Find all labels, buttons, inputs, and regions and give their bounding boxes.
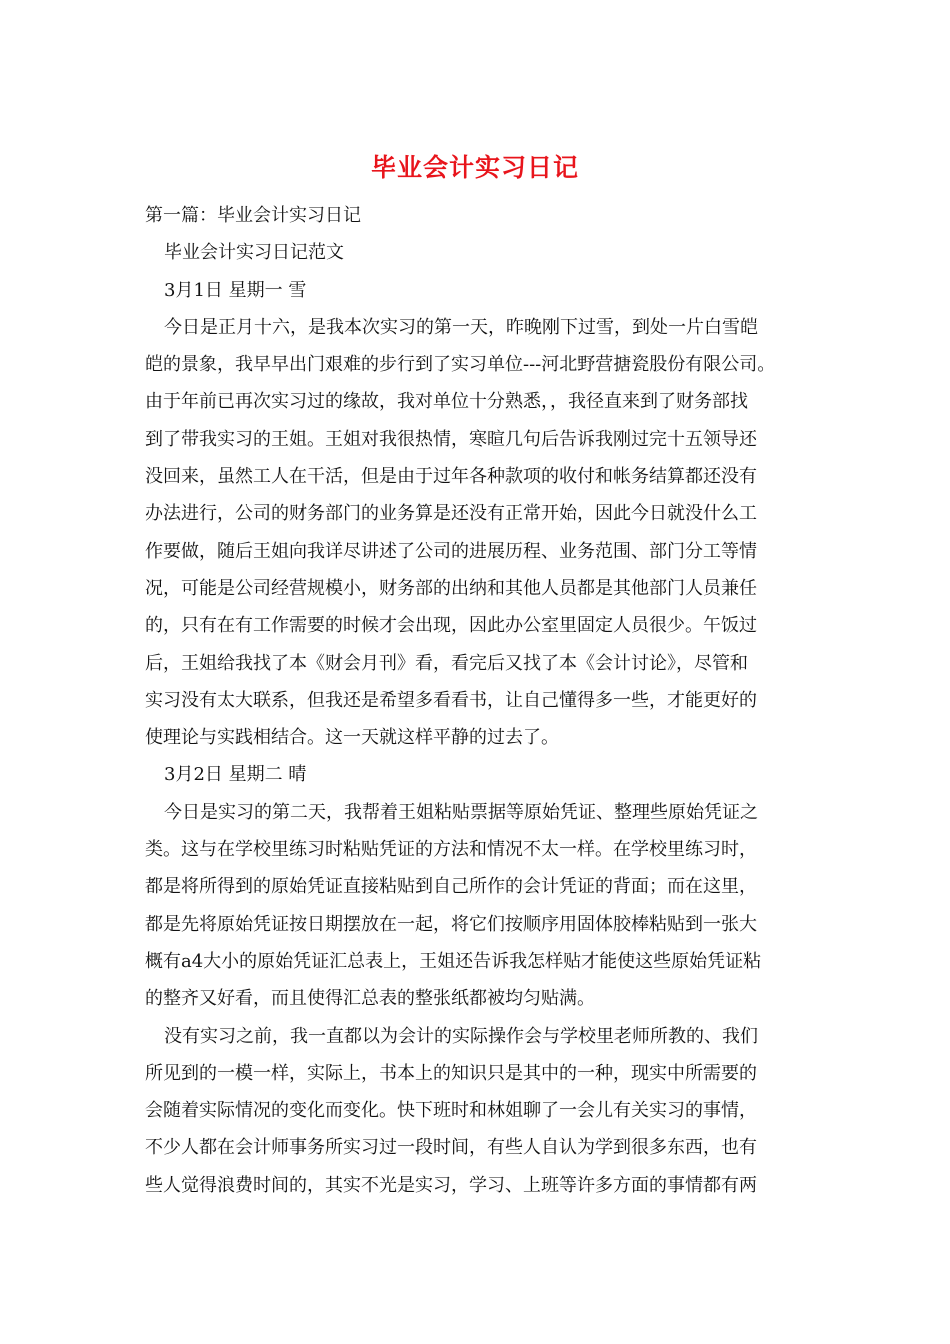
text-line: 今日是正月十六，是我本次实习的第一天，昨晚刚下过雪，到处一片白雪皑	[164, 316, 758, 338]
text-line: 办法进行，公司的财务部门的业务算是还没有正常开始，因此今日就没什么工	[145, 503, 757, 525]
text-line: 皑的景象，我早早出门艰难的步行到了实习单位---河北野营搪瓷股份有限公司。	[145, 354, 776, 376]
text-line: 3月2日 星期二 晴	[164, 764, 307, 786]
text-line: 没回来，虽然工人在干活，但是由于过年各种款项的收付和帐务结算都还没有	[145, 466, 757, 488]
document-title: 毕业会计实习日记	[370, 153, 579, 182]
text-line: 实习没有太大联系，但我还是希望多看看书，让自己懂得多一些，才能更好的	[145, 689, 757, 711]
text-line: 3月1日 星期一 雪	[164, 279, 307, 301]
text-line: 的，只有在有工作需要的时候才会出现，因此办公室里固定人员很少。午饭过	[145, 615, 757, 637]
text-line: 今日是实习的第二天，我帮着王姐粘贴票据等原始凭证、整理些原始凭证之	[164, 801, 758, 823]
text-line: 不少人都在会计师事务所实习过一段时间，有些人自认为学到很多东西，也有	[145, 1137, 757, 1159]
text-line: 作要做，随后王姐向我详尽讲述了公司的进展历程、业务范围、部门分工等情	[145, 540, 757, 562]
text-line: 后，王姐给我找了本《财会月刊》看，看完后又找了本《会计讨论》，尽管和	[145, 652, 748, 674]
text-line: 概有a4大小的原始凭证汇总表上，王姐还告诉我怎样贴才能使这些原始凭证粘	[145, 950, 762, 972]
text-line: 所见到的一模一样，实际上，书本上的知识只是其中的一种，现实中所需要的	[145, 1062, 757, 1084]
text-line: 第一篇：毕业会计实习日记	[145, 205, 361, 226]
text-line: 到了带我实习的王姐。王姐对我很热情，寒暄几句后告诉我刚过完十五领导还	[145, 428, 757, 450]
text-line: 都是将所得到的原始凭证直接粘贴到自己所作的会计凭证的背面；而在这里，	[145, 876, 757, 898]
document-body	[145, 197, 810, 1204]
text-line: 使理论与实践相结合。这一天就这样平静的过去了。	[145, 727, 559, 749]
text-line: 会随着实际情况的变化而变化。快下班时和林姐聊了一会儿有关实习的事情，	[145, 1100, 757, 1122]
text-line: 没有实习之前，我一直都以为会计的实际操作会与学校里老师所教的、我们	[164, 1025, 758, 1047]
text-line: 些人觉得浪费时间的，其实不光是实习，学习、上班等许多方面的事情都有两	[145, 1174, 757, 1196]
text-line: 况，可能是公司经营规模小，财务部的出纳和其他人员都是其他部门人员兼任	[145, 577, 757, 599]
text-line: 都是先将原始凭证按日期摆放在一起，将它们按顺序用固体胶棒粘贴到一张大	[145, 913, 757, 935]
text-line: 的整齐又好看，而且使得汇总表的整张纸都被均匀贴满。	[145, 988, 595, 1010]
text-line: 毕业会计实习日记范文	[164, 242, 344, 264]
text-line: 类。这与在学校里练习时粘贴凭证的方法和情况不太一样。在学校里练习时，	[145, 839, 757, 861]
text-line: 由于年前已再次实习过的缘故，我对单位十分熟悉，，我径直来到了财务部找	[145, 391, 748, 413]
